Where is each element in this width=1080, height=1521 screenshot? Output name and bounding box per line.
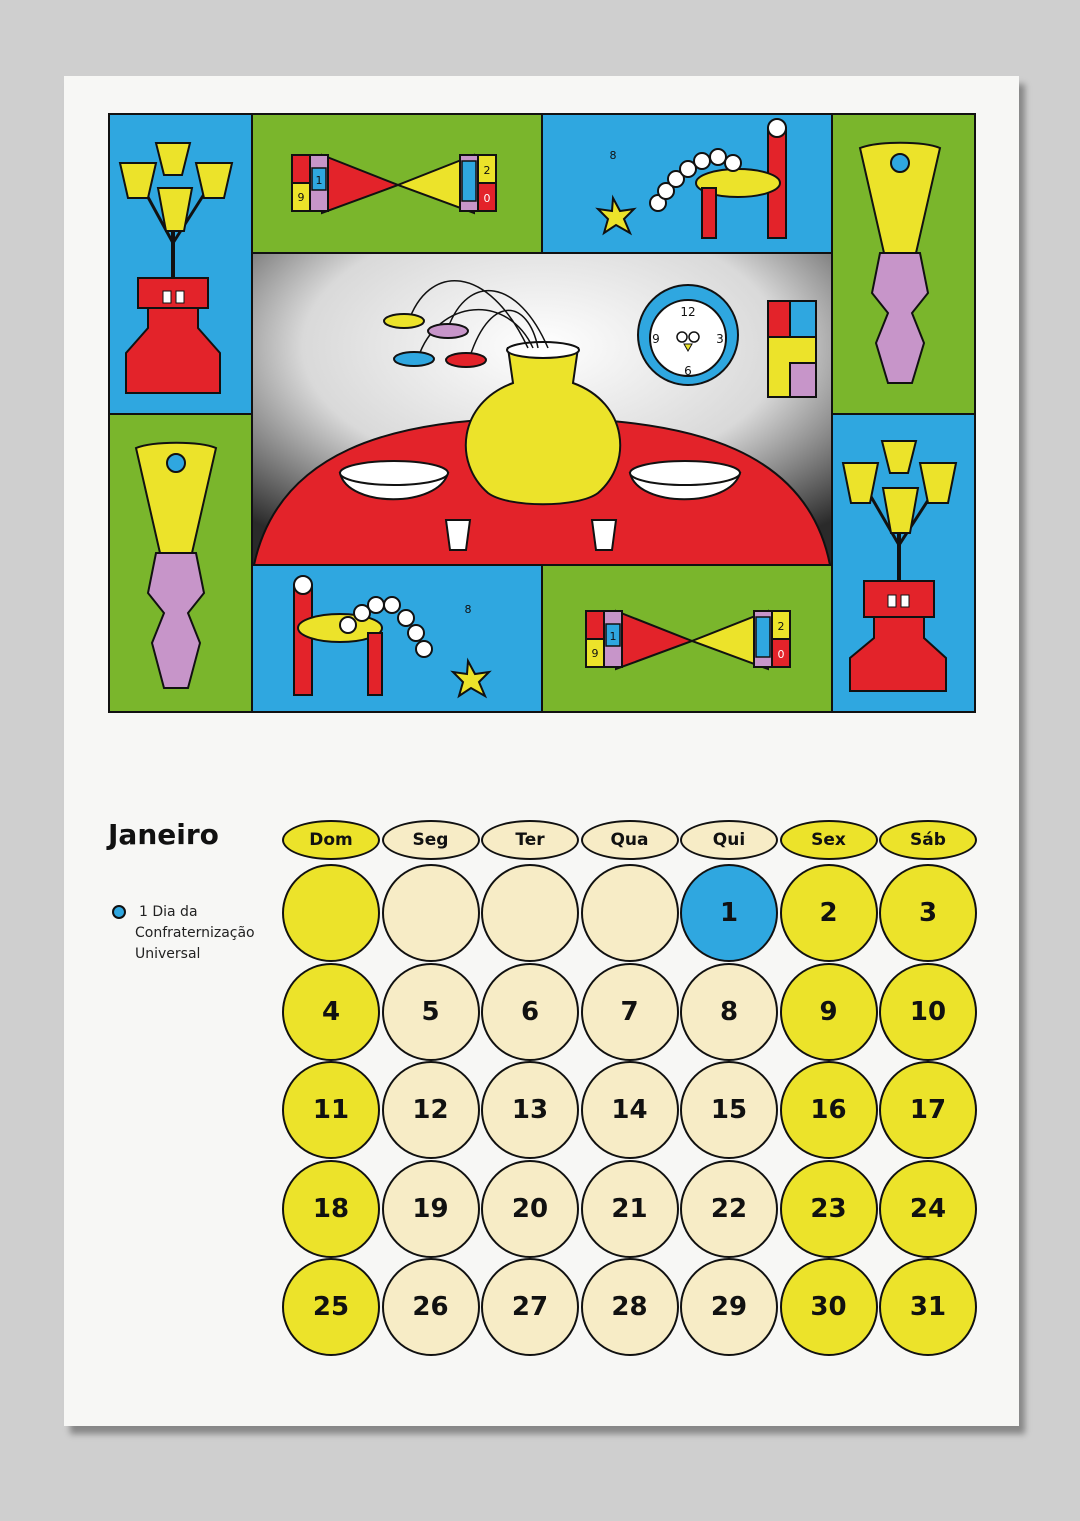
day-cell-15[interactable]: 15 [680,1061,778,1159]
day-cell-4[interactable]: 4 [282,963,380,1061]
clock-label-6: 6 [684,364,692,378]
icon-digit-1-bottom: 1 [609,630,617,643]
day-cell-30[interactable]: 30 [780,1258,878,1356]
day-cell-6[interactable]: 6 [481,963,579,1061]
day-cell-27[interactable]: 27 [481,1258,579,1356]
day-cell-20[interactable]: 20 [481,1160,579,1258]
day-cell-10[interactable]: 10 [879,963,977,1061]
day-cell-9[interactable]: 9 [780,963,878,1061]
weekday-header-3: Qua [581,820,679,860]
flower-vase-right [864,581,934,617]
day-cell-29[interactable]: 29 [680,1258,778,1356]
day-cell-23[interactable]: 23 [780,1160,878,1258]
holiday-legend [112,902,272,965]
icon-digit-1: 1 [315,174,323,187]
day-cell-11[interactable]: 11 [282,1061,380,1159]
illustration [108,113,976,713]
weekday-header-2: Ter [481,820,579,860]
cup-right [592,520,616,550]
day-cell-21[interactable]: 21 [581,1160,679,1258]
day-cell-31[interactable]: 31 [879,1258,977,1356]
holiday-line-2: Confraternização [135,925,255,941]
icon-digit-2: 2 [483,164,491,177]
icon-digit-9-bottom: 9 [591,647,599,660]
panel-blue-top [542,114,832,253]
clock-label-3: 3 [716,332,724,346]
day-cell-empty [382,864,480,962]
month-title: Janeiro [108,818,219,851]
day-cell-3[interactable]: 3 [879,864,977,962]
day-cell-18[interactable]: 18 [282,1160,380,1258]
cup-left [446,520,470,550]
day-cell-empty [581,864,679,962]
flower-vase-left [138,278,208,308]
small-number-8-top: 8 [609,149,617,162]
illustration-svg [108,113,976,713]
day-cell-22[interactable]: 22 [680,1160,778,1258]
icon-digit-9: 9 [297,191,305,204]
day-cell-1[interactable]: 1 [680,864,778,962]
day-cell-17[interactable]: 17 [879,1061,977,1159]
icon-digit-2-bottom: 2 [777,620,785,633]
day-cell-19[interactable]: 19 [382,1160,480,1258]
day-cell-28[interactable]: 28 [581,1258,679,1356]
holiday-line-3: Universal [135,946,201,962]
day-cell-26[interactable]: 26 [382,1258,480,1356]
weekday-header-6: Sáb [879,820,977,860]
day-cell-7[interactable]: 7 [581,963,679,1061]
weekday-header-0: Dom [282,820,380,860]
day-cell-14[interactable]: 14 [581,1061,679,1159]
calendar-grid [282,820,980,1364]
day-cell-13[interactable]: 13 [481,1061,579,1159]
clock-label-9: 9 [652,332,660,346]
day-cell-16[interactable]: 16 [780,1061,878,1159]
day-cell-8[interactable]: 8 [680,963,778,1061]
clock-label-12: 12 [680,305,696,319]
day-cell-12[interactable]: 12 [382,1061,480,1159]
day-cell-5[interactable]: 5 [382,963,480,1061]
weekday-header-5: Sex [780,820,878,860]
holiday-line-1: 1 Dia da [139,904,198,920]
day-cell-2[interactable]: 2 [780,864,878,962]
holiday-dot-icon [112,905,126,919]
small-number-8-bottom: 8 [464,603,472,616]
day-cell-empty [481,864,579,962]
day-cell-24[interactable]: 24 [879,1160,977,1258]
chair-bottom [294,585,312,695]
day-cell-empty [282,864,380,962]
weekday-header-4: Qui [680,820,778,860]
icon-digit-0-bottom: 0 [777,648,785,661]
icon-digit-0: 0 [483,192,491,205]
weekday-header [282,820,980,862]
day-cell-25[interactable]: 25 [282,1258,380,1356]
weekday-header-1: Seg [382,820,480,860]
day-grid [282,864,980,1364]
